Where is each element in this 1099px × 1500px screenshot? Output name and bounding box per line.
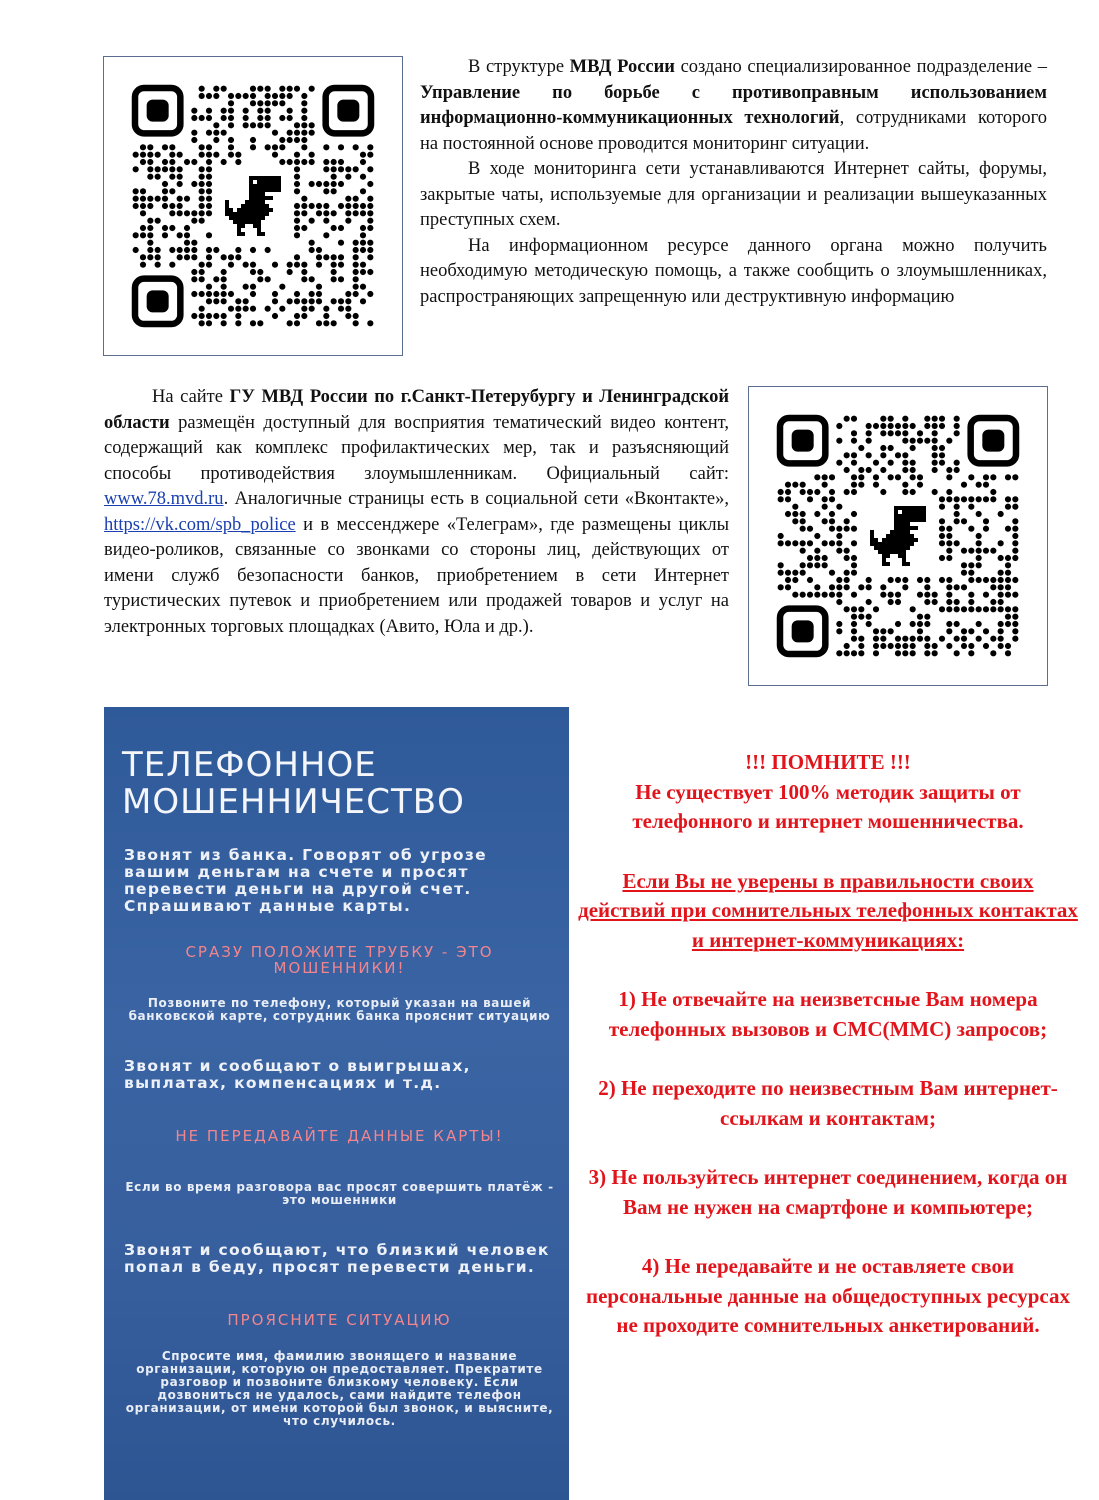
poster-warning-card-data: НЕ ПЕРЕДАВАЙТЕ ДАННЫЕ КАРТЫ! — [175, 1127, 504, 1145]
poster-title: ТЕЛЕФОННОЕ МОШЕННИЧЕСТВО — [122, 745, 465, 822]
qr-code-icon — [104, 57, 402, 355]
gu-mvd-description: На сайте ГУ МВД России по г.Санкт-Петерубургу и Ленинградской области размещён доступный для восприятия тематический видео контент, содержащий как комплекс профилактических мер, так и разъясняющий способы противодействия злоумышленникам. Официальный сайт: www.78.mvd.ru. Аналогичные страницы есть в социальной сети «Вконтакте», https://vk.com/spb_police и в мессенджере «Телеграм», где размещены циклы видео-роликов, связанные со звонками со стороны лиц, действующих от имени служб безопасности банков, приобретением в сети Интернет туристических путевок и приобретением или продажей товаров и услуг на электронных торговых площадках (Авито, Юла и др.). — [104, 387, 729, 637]
warning-item-3: 3) Не пользуйтесь интернет соединением, когда он Вам не нужен на смартфоне и компьютере; — [588, 1165, 1068, 1219]
poster-payment-advice: Если во время разговора вас просят совершить платёж - это мошенники — [125, 1180, 554, 1207]
phone-fraud-poster — [104, 707, 569, 1500]
warning-column — [578, 748, 1078, 1341]
warning-heading: !!! ПОМНИТЕ !!! — [745, 750, 911, 774]
warning-item-2: 2) Не переходите по неизвестным Вам интернет-ссылкам и контактам; — [598, 1076, 1058, 1130]
poster-prize-call-text: Звонят и сообщают о выигрышах, выплатах, компенсациях и т.д. — [124, 1057, 471, 1092]
warning-statement: Не существует 100% методик защиты от телефонного и интернет мошенничества. — [632, 779, 1024, 833]
warning-item-1: 1) Не отвечайте на неизветсные Вам номера телефонных вызовов и СМС(ММС) запросов; — [608, 987, 1048, 1041]
poster-clarify-advice: Спросите имя, фамилию звонящего и название организации, которую он предоставляет. Прекратите разговор и позвоните близкому человеку. Если дозвониться не удалось, сами найдите телефон организации, от имени которой был звонок, и выясните, что случилось. — [125, 1349, 554, 1428]
mvd-unit-description: В структуре МВД России создано специализированное подразделение – Управление по борьбе с противоправным использованием информационно-коммуникационных технологий, сотрудниками которого на постоянной основе проводится мониторинг ситуации. В ходе мониторинга сети устанавливаются Интернет сайты, форумы, закрытые чаты, используемые для организации и реализации вышеуказанных преступных схем. На информационном ресурсе данного органа можно получить необходимую методическую помощь, а также сообщить о злоумышленниках, распространяющих запрещенную или деструктивную информацию — [420, 57, 1048, 307]
dinosaur-icon — [870, 506, 926, 566]
poster-relative-call-text: Звонят и сообщают, что близкий человек попал в беду, просят перевести деньги. — [124, 1241, 550, 1276]
poster-bank-advice: Позвоните по телефону, который указан на вашей банковской карте, сотрудник банка прояснит ситуацию — [128, 996, 551, 1023]
dinosaur-icon — [225, 176, 281, 236]
poster-warning-hang-up: СРАЗУ ПОЛОЖИТЕ ТРУБКУ - ЭТО МОШЕННИКИ! — [185, 943, 494, 977]
warning-item-4: 4) Не передавайте и не оставляете свои персональные данные на общедоступных ресурсах не проходите сомнительных анкетирований. — [586, 1254, 1070, 1337]
qr-code-1 — [103, 56, 403, 356]
mvd-site-link[interactable]: www.78.mvd.ru — [104, 489, 224, 509]
vk-link[interactable]: https://vk.com/spb_police — [104, 514, 296, 535]
qr-code-2 — [748, 386, 1048, 686]
poster-bank-call-text: Звонят из банка. Говорят об угрозе вашим деньгам на счете и просят перевести деньги на другой счет. Спрашивают данные карты. — [124, 846, 487, 915]
warning-underlined: Если Вы не уверены в правильности своих действий при сомнительных телефонных контактах и интернет-коммуникациях: — [578, 868, 1078, 952]
poster-warning-clarify: ПРОЯСНИТЕ СИТУАЦИЮ — [227, 1311, 452, 1329]
qr-code-icon — [749, 387, 1047, 685]
